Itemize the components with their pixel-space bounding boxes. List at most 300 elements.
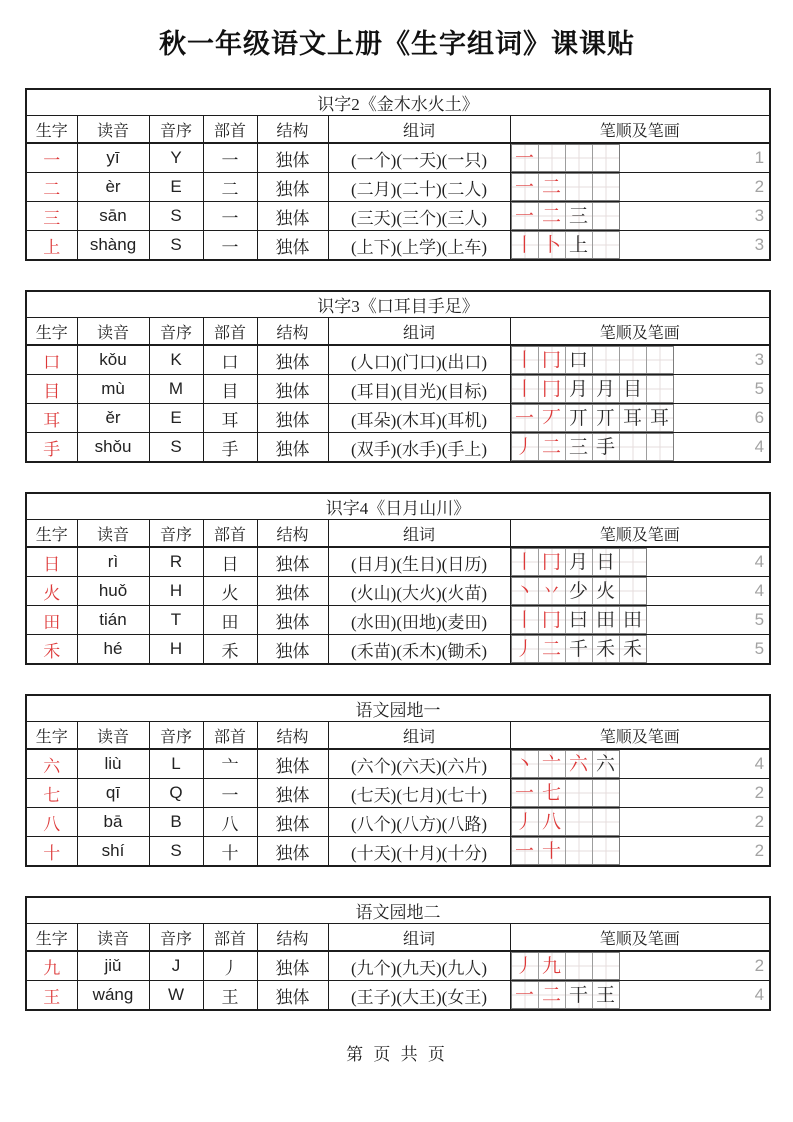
new-character-cell: 十: [26, 837, 77, 867]
stroke-count: 5: [754, 610, 765, 629]
radical-cell: 日: [203, 547, 257, 577]
stroke-count: 3: [754, 350, 765, 369]
pinyin-cell: èr: [77, 173, 149, 202]
column-header: 组词: [328, 520, 510, 548]
stroke-glyph: 丆: [541, 407, 561, 429]
stroke-box: [566, 838, 593, 864]
char-row: [26, 577, 770, 606]
stroke-box: [620, 607, 646, 633]
stroke-order-cell: [510, 981, 770, 1011]
stroke-count: 3: [754, 235, 765, 254]
stroke-count: 2: [754, 812, 765, 831]
stroke-glyph: 千: [568, 638, 588, 660]
pinyin-cell: bā: [77, 808, 149, 837]
worksheet-table: [25, 694, 771, 867]
radical-cell: 田: [203, 606, 257, 635]
stroke-grid: [511, 375, 674, 403]
stroke-box: [593, 549, 620, 575]
alpha-initial-cell: K: [149, 345, 203, 375]
alpha-initial-cell: H: [149, 635, 203, 665]
stroke-box: [593, 982, 619, 1008]
stroke-glyph: 十: [541, 840, 561, 862]
column-header: 生字: [26, 924, 77, 952]
pinyin-cell: rì: [77, 547, 149, 577]
word-group-cell: (耳朵)(木耳)(耳机): [328, 404, 510, 433]
stroke-order-wrap: [511, 202, 770, 230]
radical-cell: 一: [203, 231, 257, 261]
structure-cell: 独体: [257, 231, 328, 261]
radical-cell: 一: [203, 779, 257, 808]
stroke-box: [620, 578, 646, 604]
word-group-cell: (日月)(生日)(日历): [328, 547, 510, 577]
radical-cell: 亠: [203, 749, 257, 779]
stroke-grid: [511, 548, 647, 576]
stroke-glyph: 一: [514, 407, 534, 429]
stroke-count: 4: [754, 754, 765, 773]
stroke-order-cell: [510, 433, 770, 463]
alpha-initial-cell: M: [149, 375, 203, 404]
stroke-glyph: 月: [568, 378, 588, 400]
worksheet-table: [25, 492, 771, 665]
new-character-cell: 六: [26, 749, 77, 779]
section-row: [26, 493, 770, 520]
word-group-cell: (三天)(三个)(三人): [328, 202, 510, 231]
stroke-box: [593, 232, 619, 258]
column-header: 结构: [257, 318, 328, 346]
new-character-cell: 田: [26, 606, 77, 635]
column-header: 组词: [328, 722, 510, 750]
stroke-box: [620, 549, 646, 575]
stroke-glyph: 六: [568, 753, 588, 775]
stroke-count: 4: [754, 985, 765, 1004]
stroke-box: [539, 751, 566, 777]
stroke-order-wrap: [511, 981, 770, 1009]
stroke-box: [539, 145, 566, 171]
column-header: 音序: [149, 116, 203, 144]
section-row: [26, 695, 770, 722]
new-character-cell: 火: [26, 577, 77, 606]
stroke-glyph: 口: [568, 349, 588, 371]
new-character-cell: 二: [26, 173, 77, 202]
stroke-order-cell: [510, 749, 770, 779]
stroke-order-wrap: [511, 779, 770, 807]
stroke-glyph: 冂: [541, 609, 561, 631]
char-row: [26, 173, 770, 202]
structure-cell: 独体: [257, 606, 328, 635]
stroke-order-wrap: [511, 548, 770, 576]
stroke-box: [512, 376, 539, 402]
pinyin-cell: qī: [77, 779, 149, 808]
structure-cell: 独体: [257, 577, 328, 606]
section-row: [26, 291, 770, 318]
tables-container: [25, 88, 769, 1011]
stroke-glyph: 田: [595, 609, 615, 631]
char-row: [26, 635, 770, 665]
stroke-box: [539, 232, 566, 258]
column-header: 生字: [26, 116, 77, 144]
structure-cell: 独体: [257, 981, 328, 1011]
stroke-box: [566, 751, 593, 777]
char-row: [26, 981, 770, 1011]
word-group-cell: (十天)(十月)(十分): [328, 837, 510, 867]
stroke-order-cell: [510, 375, 770, 404]
radical-cell: 一: [203, 202, 257, 231]
new-character-cell: 耳: [26, 404, 77, 433]
stroke-grid: [511, 635, 647, 663]
stroke-glyph: 一: [514, 984, 534, 1006]
stroke-box: [647, 376, 673, 402]
stroke-grid: [511, 144, 620, 172]
stroke-box: [620, 347, 647, 373]
structure-cell: 独体: [257, 375, 328, 404]
stroke-box: [593, 578, 620, 604]
stroke-box: [593, 145, 619, 171]
stroke-grid: [511, 606, 647, 634]
word-group-cell: (耳目)(目光)(目标): [328, 375, 510, 404]
stroke-count: 4: [754, 581, 765, 600]
stroke-glyph: 二: [541, 205, 561, 227]
column-header: 结构: [257, 520, 328, 548]
stroke-box: [512, 232, 539, 258]
alpha-initial-cell: S: [149, 433, 203, 463]
stroke-glyph: 二: [541, 984, 561, 1006]
structure-cell: 独体: [257, 808, 328, 837]
column-header: 部首: [203, 924, 257, 952]
stroke-glyph: 月: [595, 378, 615, 400]
radical-cell: 二: [203, 173, 257, 202]
alpha-initial-cell: Q: [149, 779, 203, 808]
stroke-count: 6: [754, 408, 765, 427]
stroke-box: [539, 953, 566, 979]
char-row: [26, 808, 770, 837]
stroke-box: [512, 838, 539, 864]
section-row: [26, 89, 770, 116]
stroke-box: [512, 434, 539, 460]
structure-cell: 独体: [257, 635, 328, 665]
stroke-glyph: 丌: [595, 407, 615, 429]
stroke-order-wrap: [511, 144, 770, 172]
stroke-order-cell: [510, 547, 770, 577]
stroke-glyph: 一: [514, 176, 534, 198]
header-row: [26, 520, 770, 548]
column-header: 音序: [149, 722, 203, 750]
stroke-order-cell: [510, 202, 770, 231]
alpha-initial-cell: L: [149, 749, 203, 779]
alpha-initial-cell: S: [149, 231, 203, 261]
stroke-box: [512, 953, 539, 979]
column-header: 生字: [26, 318, 77, 346]
structure-cell: 独体: [257, 779, 328, 808]
stroke-box: [566, 578, 593, 604]
column-header: 读音: [77, 722, 149, 750]
stroke-box: [620, 434, 647, 460]
stroke-grid: [511, 173, 620, 201]
pinyin-cell: kǒu: [77, 345, 149, 375]
stroke-glyph: 月: [568, 551, 588, 573]
pinyin-cell: huǒ: [77, 577, 149, 606]
alpha-initial-cell: B: [149, 808, 203, 837]
stroke-glyph: 丿: [514, 955, 534, 977]
stroke-box: [647, 405, 673, 431]
new-character-cell: 上: [26, 231, 77, 261]
structure-cell: 独体: [257, 173, 328, 202]
stroke-order-cell: [510, 779, 770, 808]
stroke-box: [566, 203, 593, 229]
stroke-box: [566, 145, 593, 171]
stroke-grid: [511, 346, 674, 374]
structure-cell: 独体: [257, 951, 328, 981]
new-character-cell: 八: [26, 808, 77, 837]
stroke-count: 1: [754, 148, 765, 167]
stroke-order-cell: [510, 837, 770, 867]
column-header: 笔顺及笔画: [510, 116, 770, 144]
stroke-count: 5: [754, 379, 765, 398]
stroke-count: 2: [754, 177, 765, 196]
column-header: 音序: [149, 318, 203, 346]
alpha-initial-cell: Y: [149, 143, 203, 173]
new-character-cell: 口: [26, 345, 77, 375]
stroke-glyph: 田: [622, 609, 642, 631]
stroke-grid: [511, 981, 620, 1009]
stroke-box: [539, 578, 566, 604]
word-group-cell: (八个)(八方)(八路): [328, 808, 510, 837]
char-row: [26, 779, 770, 808]
radical-cell: 十: [203, 837, 257, 867]
stroke-box: [566, 376, 593, 402]
stroke-box: [539, 347, 566, 373]
char-row: [26, 547, 770, 577]
stroke-box: [539, 376, 566, 402]
header-row: [26, 722, 770, 750]
stroke-grid: [511, 837, 620, 865]
word-group-cell: (水田)(田地)(麦田): [328, 606, 510, 635]
stroke-glyph: 卜: [541, 234, 561, 256]
stroke-grid: [511, 779, 620, 807]
column-header: 部首: [203, 722, 257, 750]
word-group-cell: (禾苗)(禾木)(锄禾): [328, 635, 510, 665]
section-title: 语文园地二: [26, 897, 770, 924]
word-group-cell: (六个)(六天)(六片): [328, 749, 510, 779]
header-row: [26, 116, 770, 144]
stroke-grid: [511, 433, 674, 461]
stroke-box: [539, 838, 566, 864]
radical-cell: 八: [203, 808, 257, 837]
stroke-glyph: 禾: [595, 638, 615, 660]
stroke-glyph: 冂: [541, 349, 561, 371]
stroke-order-wrap: [511, 173, 770, 201]
char-row: [26, 231, 770, 261]
stroke-box: [512, 636, 539, 662]
stroke-glyph: 手: [595, 436, 615, 458]
stroke-box: [512, 578, 539, 604]
word-group-cell: (七天)(七月)(七十): [328, 779, 510, 808]
stroke-order-wrap: [511, 404, 770, 432]
column-header: 结构: [257, 924, 328, 952]
stroke-glyph: 丨: [514, 378, 534, 400]
stroke-glyph: 丌: [568, 407, 588, 429]
stroke-box: [512, 174, 539, 200]
stroke-glyph: 丨: [514, 349, 534, 371]
new-character-cell: 日: [26, 547, 77, 577]
stroke-box: [593, 376, 620, 402]
char-row: [26, 375, 770, 404]
stroke-glyph: 耳: [622, 407, 642, 429]
stroke-box: [539, 636, 566, 662]
stroke-glyph: 日: [595, 551, 615, 573]
alpha-initial-cell: S: [149, 837, 203, 867]
radical-cell: 火: [203, 577, 257, 606]
char-row: [26, 951, 770, 981]
new-character-cell: 九: [26, 951, 77, 981]
stroke-box: [539, 174, 566, 200]
pinyin-cell: shàng: [77, 231, 149, 261]
stroke-box: [512, 405, 539, 431]
stroke-glyph: 曰: [568, 609, 588, 631]
stroke-box: [593, 203, 619, 229]
stroke-count: 2: [754, 956, 765, 975]
stroke-order-cell: [510, 404, 770, 433]
char-row: [26, 143, 770, 173]
char-row: [26, 404, 770, 433]
word-group-cell: (双手)(水手)(手上): [328, 433, 510, 463]
stroke-order-cell: [510, 173, 770, 202]
stroke-box: [539, 780, 566, 806]
worksheet-table: [25, 88, 771, 261]
header-row: [26, 924, 770, 952]
stroke-box: [566, 780, 593, 806]
stroke-order-wrap: [511, 750, 770, 778]
stroke-box: [512, 347, 539, 373]
section-title: 识字4《日月山川》: [26, 493, 770, 520]
radical-cell: 王: [203, 981, 257, 1011]
structure-cell: 独体: [257, 404, 328, 433]
stroke-glyph: 三: [568, 205, 588, 227]
stroke-box: [539, 809, 566, 835]
stroke-order-wrap: [511, 433, 770, 461]
stroke-box: [566, 347, 593, 373]
stroke-box: [539, 203, 566, 229]
stroke-glyph: 丶: [514, 753, 534, 775]
structure-cell: 独体: [257, 433, 328, 463]
structure-cell: 独体: [257, 345, 328, 375]
structure-cell: 独体: [257, 749, 328, 779]
stroke-glyph: 丿: [514, 811, 534, 833]
stroke-glyph: 禾: [622, 638, 642, 660]
stroke-count: 5: [754, 639, 765, 658]
stroke-box: [593, 405, 620, 431]
word-group-cell: (一个)(一天)(一只): [328, 143, 510, 173]
radical-cell: 丿: [203, 951, 257, 981]
stroke-glyph: 七: [541, 782, 561, 804]
radical-cell: 耳: [203, 404, 257, 433]
alpha-initial-cell: E: [149, 173, 203, 202]
column-header: 部首: [203, 318, 257, 346]
stroke-order-cell: [510, 345, 770, 375]
stroke-box: [566, 549, 593, 575]
column-header: 笔顺及笔画: [510, 722, 770, 750]
stroke-order-wrap: [511, 952, 770, 980]
column-header: 组词: [328, 318, 510, 346]
radical-cell: 一: [203, 143, 257, 173]
stroke-order-cell: [510, 143, 770, 173]
pinyin-cell: shǒu: [77, 433, 149, 463]
stroke-box: [539, 434, 566, 460]
stroke-order-wrap: [511, 606, 770, 634]
stroke-box: [647, 434, 673, 460]
stroke-box: [593, 838, 619, 864]
stroke-glyph: 一: [514, 782, 534, 804]
radical-cell: 禾: [203, 635, 257, 665]
radical-cell: 手: [203, 433, 257, 463]
char-row: [26, 837, 770, 867]
stroke-glyph: 冂: [541, 378, 561, 400]
stroke-glyph: 丿: [514, 638, 534, 660]
stroke-glyph: 二: [541, 638, 561, 660]
new-character-cell: 一: [26, 143, 77, 173]
stroke-box: [593, 780, 619, 806]
word-group-cell: (王子)(大王)(女王): [328, 981, 510, 1011]
stroke-order-cell: [510, 231, 770, 261]
stroke-box: [593, 347, 620, 373]
stroke-glyph: 王: [595, 984, 615, 1006]
stroke-box: [593, 434, 620, 460]
stroke-order-cell: [510, 951, 770, 981]
stroke-box: [512, 780, 539, 806]
stroke-glyph: 六: [595, 753, 615, 775]
alpha-initial-cell: J: [149, 951, 203, 981]
column-header: 读音: [77, 520, 149, 548]
stroke-box: [566, 636, 593, 662]
stroke-glyph: 火: [595, 580, 615, 602]
stroke-glyph: 八: [541, 811, 561, 833]
alpha-initial-cell: W: [149, 981, 203, 1011]
stroke-box: [647, 347, 673, 373]
stroke-box: [512, 549, 539, 575]
stroke-box: [566, 607, 593, 633]
stroke-count: 4: [754, 437, 765, 456]
word-group-cell: (人口)(门口)(出口): [328, 345, 510, 375]
stroke-order-wrap: [511, 375, 770, 403]
stroke-glyph: 二: [541, 176, 561, 198]
stroke-box: [512, 982, 539, 1008]
stroke-order-cell: [510, 635, 770, 665]
section-title: 识字2《金木水火土》: [26, 89, 770, 116]
word-group-cell: (二月)(二十)(二人): [328, 173, 510, 202]
structure-cell: 独体: [257, 143, 328, 173]
column-header: 生字: [26, 722, 77, 750]
stroke-glyph: 目: [622, 378, 642, 400]
stroke-glyph: 一: [514, 147, 534, 169]
structure-cell: 独体: [257, 202, 328, 231]
stroke-box: [539, 607, 566, 633]
stroke-glyph: 干: [568, 984, 588, 1006]
stroke-box: [566, 232, 593, 258]
alpha-initial-cell: H: [149, 577, 203, 606]
word-group-cell: (火山)(大火)(火苗): [328, 577, 510, 606]
stroke-glyph: 九: [541, 955, 561, 977]
stroke-box: [539, 405, 566, 431]
pinyin-cell: yī: [77, 143, 149, 173]
pinyin-cell: shí: [77, 837, 149, 867]
stroke-box: [620, 376, 647, 402]
stroke-box: [593, 751, 619, 777]
char-row: [26, 749, 770, 779]
stroke-glyph: 耳: [649, 407, 669, 429]
stroke-box: [512, 145, 539, 171]
stroke-grid: [511, 231, 620, 259]
stroke-box: [620, 405, 647, 431]
pinyin-cell: ěr: [77, 404, 149, 433]
